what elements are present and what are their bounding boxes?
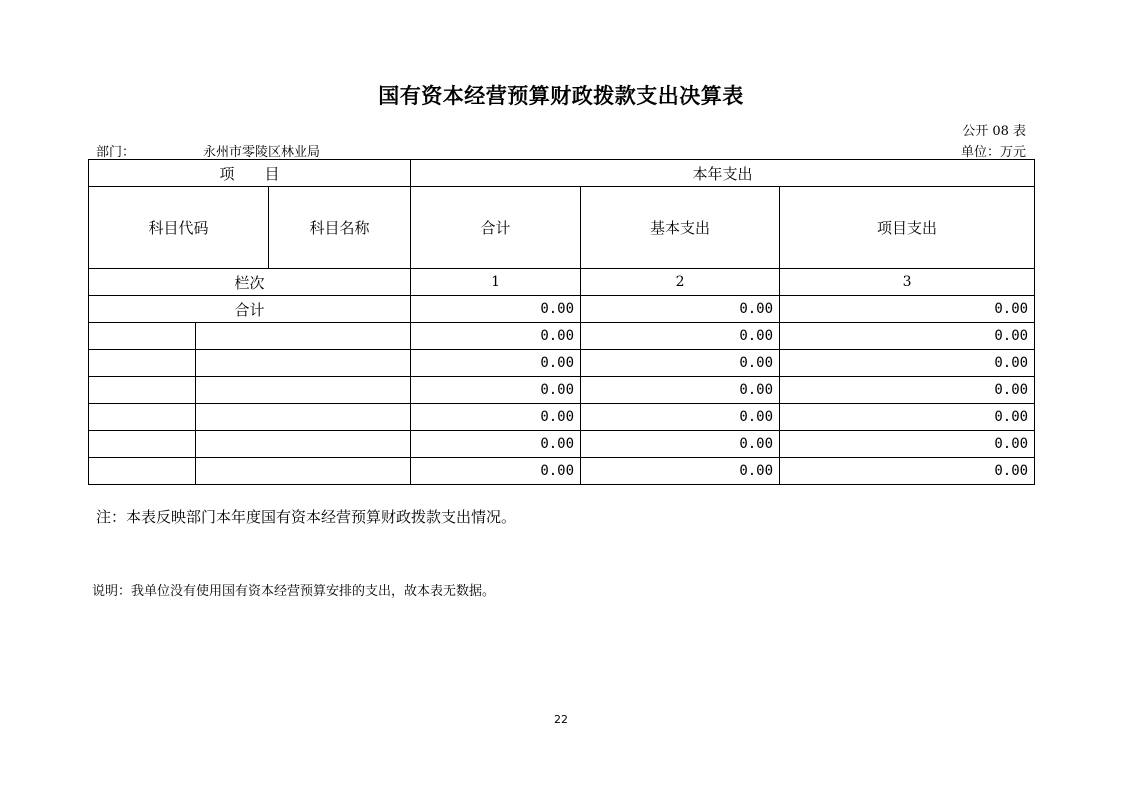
header-row-2 [89,187,1035,269]
department-name: 永州市零陵区林业局 [203,145,321,160]
header-name: 科目名称 [269,187,411,269]
table-row [89,458,1035,485]
table-row [89,377,1035,404]
page-number: 22 [554,713,568,726]
row-basic-cell: 0.00 [581,323,780,350]
page-title: 国有资本经营预算财政拨款支出决算表 [378,83,744,108]
row-code-cell [89,377,196,404]
total-label: 合计 [89,296,411,323]
column-label: 栏次 [89,269,411,296]
row-name-cell [196,431,411,458]
total-cell-basic: 0.00 [581,296,780,323]
row-code-cell [89,323,196,350]
row-project-cell: 0.00 [780,404,1035,431]
form-number: 公开 08 表 [962,124,1026,139]
row-project-cell: 0.00 [780,350,1035,377]
total-cell-total: 0.00 [411,296,581,323]
row-code-cell [89,404,196,431]
table-row [89,431,1035,458]
row-total-cell: 0.00 [411,323,581,350]
row-total-cell: 0.00 [411,404,581,431]
header-basic: 基本支出 [581,187,780,269]
row-project-cell: 0.00 [780,458,1035,485]
row-total-cell: 0.00 [411,377,581,404]
row-name-cell [196,350,411,377]
explanation-text: 说明：我单位没有使用国有资本经营预算安排的支出，故本表无数据。 [92,584,496,599]
table-row [89,323,1035,350]
department-label: 部门： [96,145,136,160]
column-number-2: 2 [581,269,780,296]
row-code-cell [89,350,196,377]
column-number-1: 1 [411,269,581,296]
column-number-3: 3 [780,269,1035,296]
header-current-year: 本年支出 [411,160,1035,187]
row-project-cell: 0.00 [780,431,1035,458]
row-name-cell [196,404,411,431]
row-project-cell: 0.00 [780,377,1035,404]
row-basic-cell: 0.00 [581,458,780,485]
row-total-cell: 0.00 [411,458,581,485]
total-row [89,296,1035,323]
expenditure-table [88,159,1035,485]
header-project: 项目支出 [780,187,1035,269]
row-code-cell [89,458,196,485]
header-item: 项 目 [89,160,411,187]
row-name-cell [196,377,411,404]
row-basic-cell: 0.00 [581,350,780,377]
unit-label: 单位：万元 [960,145,1026,160]
table-row [89,350,1035,377]
table-note: 注：本表反映部门本年度国有资本经营预算财政拨款支出情况。 [96,508,517,526]
header-code: 科目代码 [89,187,269,269]
total-cell-project: 0.00 [780,296,1035,323]
header-total: 合计 [411,187,581,269]
row-code-cell [89,431,196,458]
table-row [89,404,1035,431]
column-number-row [89,269,1035,296]
row-total-cell: 0.00 [411,350,581,377]
header-row-1 [89,160,1035,187]
row-basic-cell: 0.00 [581,404,780,431]
row-basic-cell: 0.00 [581,377,780,404]
row-total-cell: 0.00 [411,431,581,458]
row-basic-cell: 0.00 [581,431,780,458]
row-name-cell [196,323,411,350]
row-project-cell: 0.00 [780,323,1035,350]
row-name-cell [196,458,411,485]
